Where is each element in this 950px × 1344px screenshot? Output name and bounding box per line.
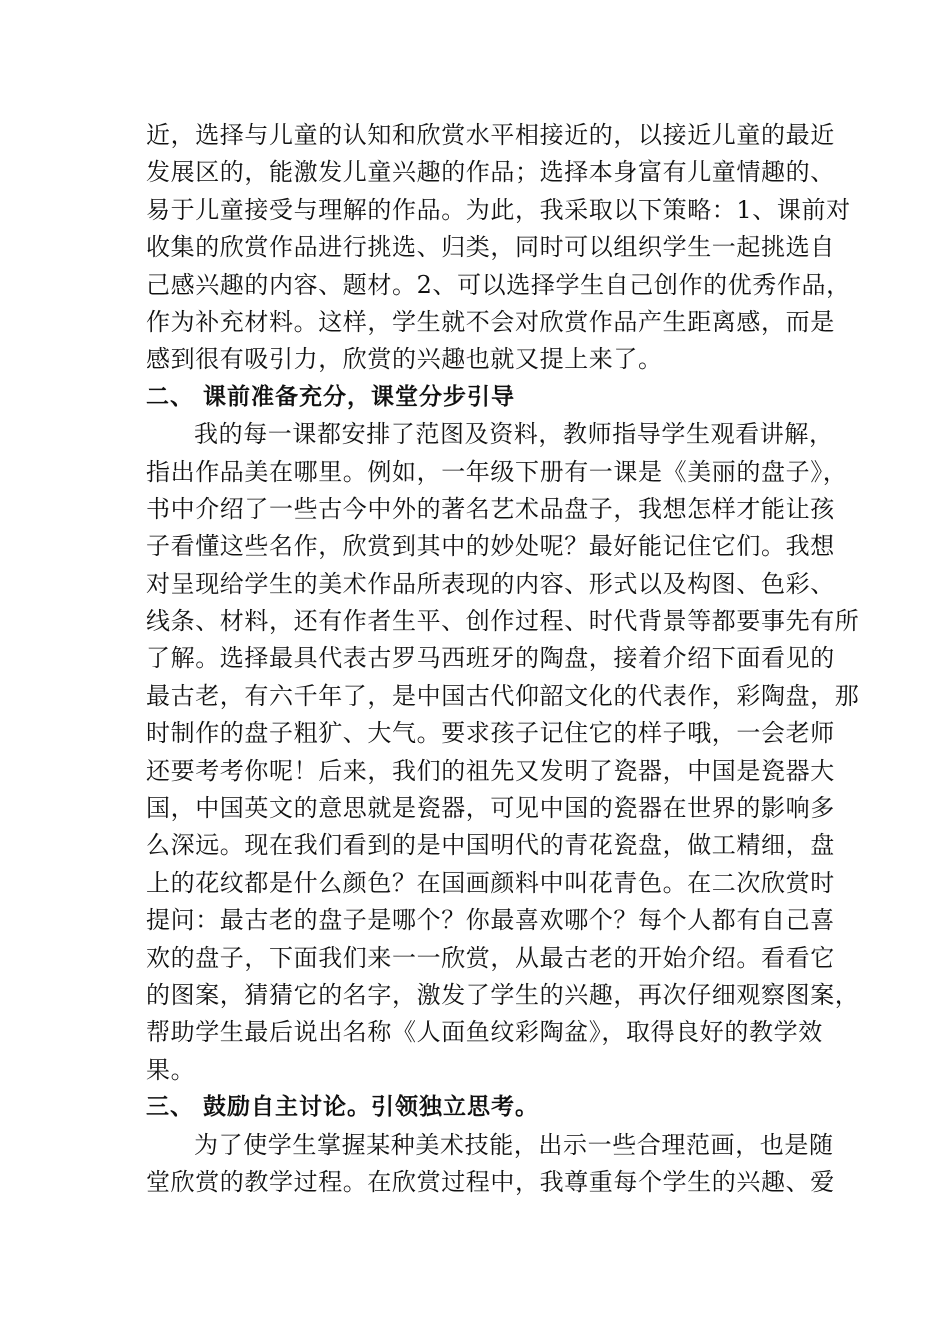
paragraph-line: 上的花纹都是什么颜色？在国画颜料中叫花青色。在二次欣赏时 (146, 868, 835, 897)
paragraph-line: 易于儿童接受与理解的作品。为此，我采取以下策略：1、课前对 (146, 195, 851, 224)
paragraph-line: 子看懂这些名作，欣赏到其中的妙处呢？最好能记住它们。我想 (146, 532, 835, 561)
paragraph-line: 提问：最古老的盘子是哪个？你最喜欢哪个？每个人都有自己喜 (146, 906, 835, 935)
paragraph-line: 帮助学生最后说出名称《人面鱼纹彩陶盆》，取得良好的教学效 (146, 1018, 823, 1047)
paragraph-line: 么深远。现在我们看到的是中国明代的青花瓷盘，做工精细，盘 (146, 831, 835, 860)
paragraph-line: 最古老，有六千年了，是中国古代仰韶文化的代表作，彩陶盘，那 (146, 681, 860, 710)
paragraph-line: 对呈现给学生的美术作品所表现的内容、形式以及构图、色彩、 (146, 569, 835, 598)
paragraph-line: 还要考考你呢！后来，我们的祖先又发明了瓷器，中国是瓷器大 (146, 756, 835, 785)
paragraph-line: 发展区的，能激发儿童兴趣的作品；选择本身富有儿童情趣的、 (146, 158, 835, 187)
paragraph-line: 收集的欣赏作品进行挑选、归类，同时可以组织学生一起挑选自 (146, 233, 835, 262)
section-heading-3: 三、 鼓励自主讨论。引领独立思考。 (146, 1094, 540, 1121)
section-heading-2: 二、 课前准备充分，课堂分步引导 (146, 383, 516, 410)
paragraph-line: 时制作的盘子粗犷、大气。要求孩子记住它的样子哦，一会老师 (146, 719, 835, 748)
paragraph-line: 了解。选择最具代表古罗马西班牙的陶盘，接着介绍下面看见的 (146, 644, 835, 673)
paragraph-line: 国，中国英文的意思就是瓷器，可见中国的瓷器在世界的影响多 (146, 794, 835, 823)
paragraph-line: 书中介绍了一些古今中外的著名艺术品盘子，我想怎样才能让孩 (146, 494, 835, 523)
paragraph-line: 线条、材料，还有作者生平、创作过程、时代背景等都要事先有所 (146, 607, 860, 636)
paragraph-line: 己感兴趣的内容、题材。2、可以选择学生自己创作的优秀作品， (146, 270, 851, 299)
paragraph-line: 感到很有吸引力，欣赏的兴趣也就又提上来了。 (146, 345, 663, 374)
paragraph-line: 果。 (146, 1055, 196, 1084)
paragraph-line: 作为补充材料。这样，学生就不会对欣赏作品产生距离感，而是 (146, 307, 835, 336)
document-body (146, 117, 860, 1201)
paragraph-line: 近，选择与儿童的认知和欣赏水平相接近的，以接近儿童的最近 (146, 121, 835, 149)
paragraph-line: 堂欣赏的教学过程。在欣赏过程中，我尊重每个学生的兴趣、爱 (146, 1167, 835, 1196)
paragraph-line: 指出作品美在哪里。例如，一年级下册有一课是《美丽的盘子》， (146, 457, 848, 486)
paragraph-line: 的图案，猜猜它的名字，激发了学生的兴趣，再次仔细观察图案， (146, 980, 860, 1009)
paragraph-line: 欢的盘子，下面我们来一一欣赏，从最古老的开始介绍。看看它 (146, 943, 835, 972)
paragraph-line: 我的每一课都安排了范图及资料，教师指导学生观看讲解， (194, 420, 834, 449)
paragraph-line: 为了使学生掌握某种美术技能，出示一些合理范画，也是随 (194, 1130, 834, 1159)
